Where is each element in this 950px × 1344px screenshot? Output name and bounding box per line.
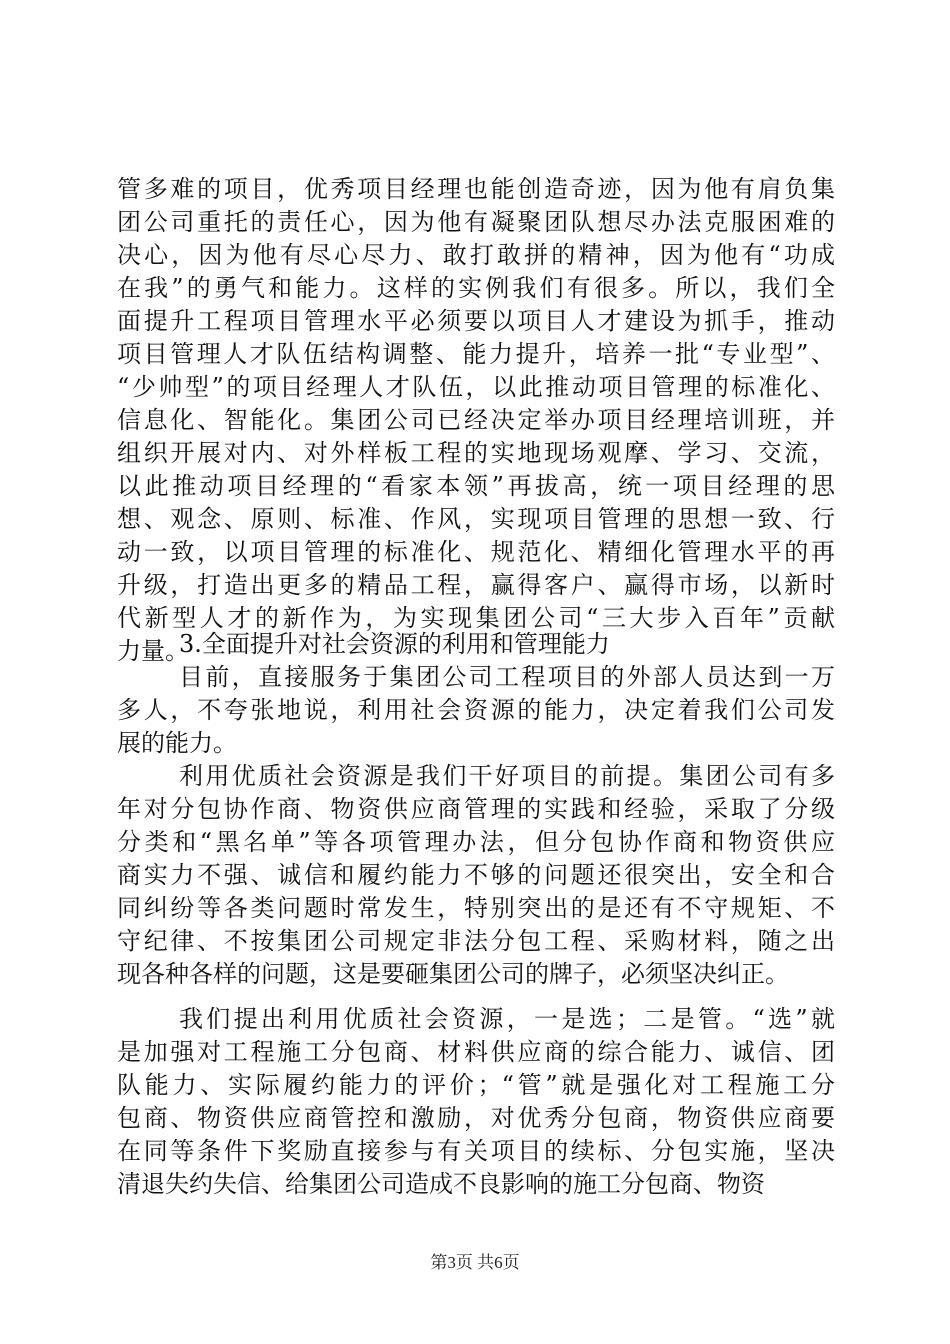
text-line: 信息化、智能化。集团公司已经决定举办项目经理培训班，并 xyxy=(117,406,835,434)
text-line: 面提升工程项目管理水平必须要以项目人才建设为抓手，推动 xyxy=(117,307,835,335)
text-line: 年对分包协作商、物资供应商管理的实践和经验，采取了分级 xyxy=(117,795,835,823)
text-line: 清退失约失信、给集团公司造成不良影响的施工分包商、物资 xyxy=(117,1170,765,1198)
page-footer xyxy=(0,1248,950,1273)
text-line: 多人，不夸张地说，利用社会资源的能力，决定着我们公司发 xyxy=(117,696,835,724)
text-line: 我们提出利用优质社会资源，一是选；二是管。“选”就 xyxy=(179,1005,835,1033)
text-line: 想、观念、原则、标准、作风，实现项目管理的思想一致、行 xyxy=(117,505,835,533)
text-line: 项目管理人才队伍结构调整、能力提升，培养一批“专业型”、 xyxy=(117,340,835,368)
text-line: 团公司重托的责任心，因为他有凝聚团队想尽办法克服困难的 xyxy=(117,208,835,236)
paragraph-continued xyxy=(117,173,835,668)
page-number: 第3页 共6页 xyxy=(430,1253,520,1272)
text-line: 升级，打造出更多的精品工程，赢得客户、赢得市场，以新时 xyxy=(117,571,835,599)
text-line: 决心，因为他有尽心尽力、敢打敢拼的精神，因为他有“功成 xyxy=(117,241,835,269)
text-line: 商实力不强、诚信和履约能力不够的问题还很突出，安全和合 xyxy=(117,861,835,889)
text-line: 在我”的勇气和能力。这样的实例我们有很多。所以，我们全 xyxy=(117,274,835,302)
text-line: 在同等条件下奖励直接参与有关项目的续标、分包实施，坚决 xyxy=(117,1137,835,1165)
body-text xyxy=(117,0,835,1344)
text-line: 现各种各样的问题，这是要砸集团公司的牌子，必须坚决纠正。 xyxy=(117,960,789,988)
text-line: 展的能力。 xyxy=(117,729,237,757)
text-line: 是加强对工程施工分包商、材料供应商的综合能力、诚信、团 xyxy=(117,1038,835,1066)
paragraph-premise xyxy=(117,760,835,991)
text-line: 分类和“黑名单”等各项管理办法，但分包协作商和物资供应 xyxy=(117,828,835,856)
text-line: 守纪律、不按集团公司规定非法分包工程、采购材料，随之出 xyxy=(117,927,835,955)
paragraph-current-status xyxy=(117,661,835,760)
text-line: 组织开展对内、对外样板工程的实地现场观摩、学习、交流， xyxy=(117,439,835,467)
text-line: 力量。 xyxy=(117,637,189,665)
text-line: 管多难的项目，优秀项目经理也能创造奇迹，因为他有肩负集 xyxy=(117,175,835,203)
section-heading xyxy=(117,628,835,661)
text-line: “少帅型”的项目经理人才队伍，以此推动项目管理的标准化、 xyxy=(117,373,835,401)
text-line: 动一致，以项目管理的标准化、规范化、精细化管理水平的再 xyxy=(117,538,835,566)
text-line: 包商、物资供应商管控和激励，对优秀分包商，物资供应商要 xyxy=(117,1104,835,1132)
text-line: 目前，直接服务于集团公司工程项目的外部人员达到一万 xyxy=(179,663,835,691)
text-line: 队能力、实际履约能力的评价；“管”就是强化对工程施工分 xyxy=(117,1071,835,1099)
text-line: 以此推动项目经理的“看家本领”再拔高，统一项目经理的思 xyxy=(117,472,835,500)
text-line: 利用优质社会资源是我们干好项目的前提。集团公司有多 xyxy=(179,762,835,790)
text-line: 代新型人才的新作为，为实现集团公司“三大步入百年”贡献 xyxy=(117,604,835,632)
text-line: 同纠纷等各类问题时常发生，特别突出的是还有不守规矩、不 xyxy=(117,894,835,922)
text-line: 3.全面提升对社会资源的利用和管理能力 xyxy=(179,630,610,658)
paragraph-select-manage xyxy=(117,1003,835,1201)
